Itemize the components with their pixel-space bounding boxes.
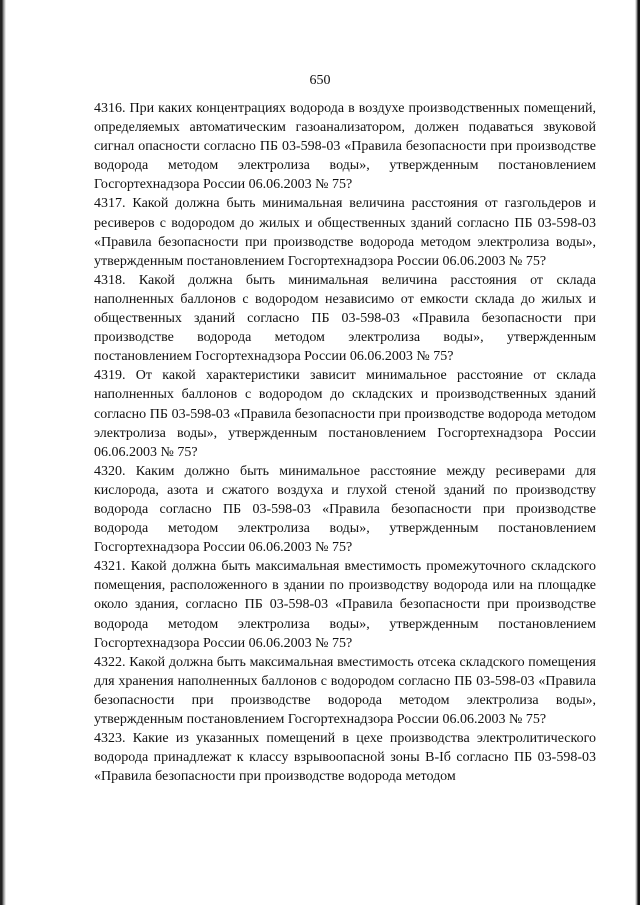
question-4322: 4322. Какой должна быть максимальная вместимость отсека складского помещения для хранения наполненных баллонов с водородом согласно ПБ 03-598-03 «Правила безопасности при производстве водорода методом электролиза воды», утвержденным постановлением Госгортехнадзора России 06.06.2003 № 75? — [94, 654, 596, 727]
question-4316: 4316. При каких концентрациях водорода в воздухе производственных помещений, определяемых автоматическим газоанализатором, должен подаваться звуковой сигнал опасности согласно ПБ 03-598-03 «Правила безопасности при производстве водорода методом электролиза воды», утвержденным постановлением Госгортехнадзора России 06.06.2003 № 75? — [94, 101, 596, 193]
page-number: 650 — [309, 73, 331, 88]
scan-edge-left — [0, 0, 6, 905]
question-4321: 4321. Какой должна быть максимальная вместимость промежуточного складского помещения, расположенного в здании по производству водорода или на площадке около здания, согласно ПБ 03-598-03 «Правила безопасности при производстве водорода методом электролиза воды», утвержденным постановлением Госгортехнадзора России 06.06.2003 № 75? — [94, 559, 596, 651]
question-4317: 4317. Какой должна быть минимальная величина расстояния от газгольдеров и ресиверов с водородом до жилых и общественных зданий согласно ПБ 03-598-03 «Правила безопасности при производстве водорода методом электролиза воды», утвержденным постановлением Госгортехнадзора России 06.06.2003 № 75? — [94, 196, 596, 269]
scan-edge-right — [635, 0, 640, 905]
question-4318: 4318. Какой должна быть минимальная величина расстояния от склада наполненных баллонов с водородом независимо от емкости склада до жилых и общественных зданий согласно ПБ 03-598-03 «Правила безопасности при производстве водорода методом электролиза воды», утвержденным постановлением Госгортехнадзора России 06.06.2003 № 75? — [94, 272, 596, 365]
question-4320: 4320. Каким должно быть минимальное расстояние между ресиверами для кислорода, азота и сжатого воздуха и глухой стеной зданий по производству водорода согласно ПБ 03-598-03 «Правила безопасности при производстве водорода методом электролиза воды», утвержденным постановлением Госгортехнадзора России 06.06.2003 № 75? — [94, 463, 596, 556]
question-list — [94, 99, 596, 786]
question-4319: 4319. От какой характеристики зависит минимальное расстояние от склада наполненных баллонов с водородом до складских и производственных зданий согласно ПБ 03-598-03 «Правила безопасности при производстве водорода методом электролиза воды», утвержденным постановлением Госгортехнадзора России 06.06.2003 № 75? — [94, 368, 596, 460]
question-4323: 4323. Какие из указанных помещений в цехе производства электролитического водорода принадлежат к классу взрывоопасной зоны В-Iб согласно ПБ 03-598-03 «Правила безопасности при производстве водорода методом — [94, 731, 596, 785]
